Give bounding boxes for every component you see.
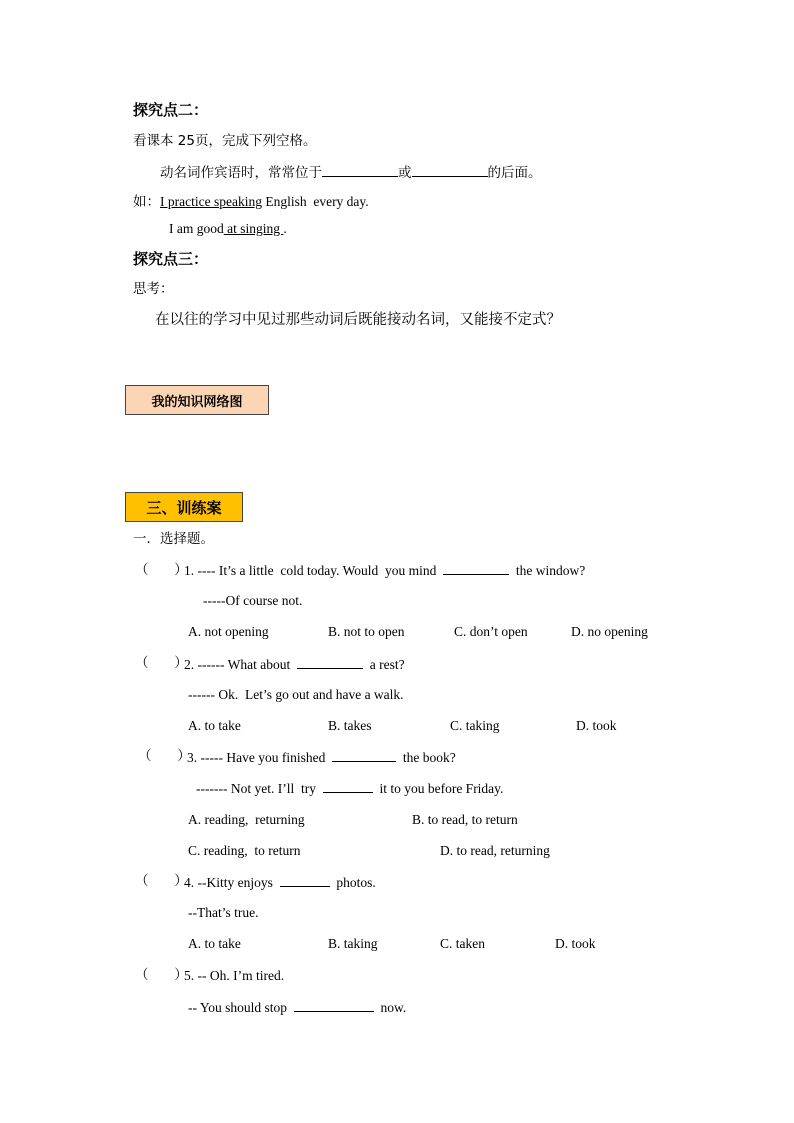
option-d[interactable]: D. no opening	[571, 624, 648, 639]
answer-blank[interactable]	[297, 656, 363, 669]
knowledge-map-box	[125, 385, 269, 415]
option-b[interactable]: B. takes	[328, 718, 372, 733]
fill-part2: 或	[398, 165, 412, 181]
stem-text: the book?	[396, 750, 456, 765]
question-5-response	[188, 999, 406, 1016]
answer-blank[interactable]	[323, 780, 373, 793]
answer-blank[interactable]	[294, 999, 374, 1012]
section2-title: 探究点二：	[133, 101, 209, 119]
example1-underlined: I practice speaking	[160, 194, 262, 209]
option-d[interactable]: D. took	[555, 936, 596, 951]
answer-paren[interactable]: （ ）	[138, 748, 191, 764]
question-2-stem	[184, 656, 405, 673]
example1-rest: English every day.	[261, 194, 369, 209]
stem-text: 2. ------ What about	[184, 657, 297, 672]
example-1	[133, 194, 369, 210]
option-d[interactable]: D. took	[576, 718, 617, 733]
option-a[interactable]: A. not opening	[188, 624, 269, 639]
example-2	[169, 221, 287, 237]
answer-blank[interactable]	[443, 562, 509, 575]
question-3-stem	[187, 749, 456, 766]
stem-text: the window?	[509, 563, 586, 578]
question-2-response: ------ Ok. Let’s go out and have a walk.	[188, 687, 404, 702]
knowledge-map-label: 我的知识网络图	[151, 394, 243, 410]
think-label: 思考：	[133, 281, 174, 297]
answer-paren[interactable]: （ ）	[135, 562, 188, 578]
response-text: -- You should stop	[188, 1000, 294, 1015]
fill-part3: 的后面。	[487, 165, 542, 181]
stem-text: 4. --Kitty enjoys	[184, 875, 280, 890]
example2-underlined: at singing	[223, 221, 284, 236]
option-b[interactable]: B. not to open	[328, 624, 405, 639]
section2-instruction: 看课本 25页，完成下列空格。	[133, 133, 317, 149]
answer-paren[interactable]: （ ）	[135, 655, 188, 671]
question-4-stem	[184, 874, 376, 891]
think-question: 在以往的学习中见过那些动词后既能接动名词，又能接不定式？	[155, 312, 561, 328]
stem-text: 1. ---- It’s a little cold today. Would you mind	[184, 563, 444, 578]
response-text: it to you before Friday.	[372, 781, 504, 796]
option-c[interactable]: C. taken	[440, 936, 485, 951]
example2-start: I am good	[169, 221, 224, 236]
stem-text: photos.	[329, 875, 376, 890]
option-b[interactable]: B. to read, to return	[412, 812, 518, 827]
example2-end: .	[283, 221, 287, 236]
option-d[interactable]: D. to read, returning	[440, 843, 550, 858]
answer-blank[interactable]	[412, 164, 488, 177]
example-prefix: 如：	[133, 194, 160, 210]
option-c[interactable]: C. taking	[450, 718, 500, 733]
question-5-stem: 5. -- Oh. I’m tired.	[184, 968, 285, 983]
question-4-response: --That’s true.	[188, 905, 259, 920]
answer-blank[interactable]	[322, 164, 398, 177]
stem-text: a rest?	[362, 657, 405, 672]
option-a[interactable]: A. reading, returning	[188, 812, 305, 827]
answer-blank[interactable]	[332, 749, 396, 762]
response-text: now.	[373, 1000, 407, 1015]
exercise-heading: 一．选择题。	[133, 531, 214, 547]
section3-title: 探究点三：	[133, 250, 209, 268]
fill-part1: 动名词作宾语时，常常位于	[160, 165, 322, 181]
option-a[interactable]: A. to take	[188, 718, 241, 733]
training-label: 三、训练案	[146, 498, 222, 517]
stem-text: 3. ----- Have you finished	[187, 750, 333, 765]
answer-paren[interactable]: （ ）	[135, 967, 188, 983]
question-1-response: -----Of course not.	[203, 593, 303, 608]
training-box	[125, 492, 243, 522]
answer-paren[interactable]: （ ）	[135, 873, 188, 889]
answer-blank[interactable]	[280, 874, 330, 887]
response-text: ------- Not yet. I’ll try	[196, 781, 323, 796]
option-a[interactable]: A. to take	[188, 936, 241, 951]
option-c[interactable]: C. don’t open	[454, 624, 528, 639]
option-c[interactable]: C. reading, to return	[188, 843, 301, 858]
question-3-response	[196, 780, 503, 797]
option-b[interactable]: B. taking	[328, 936, 378, 951]
section2-fill-sentence	[160, 164, 542, 181]
question-1-stem	[184, 562, 585, 579]
